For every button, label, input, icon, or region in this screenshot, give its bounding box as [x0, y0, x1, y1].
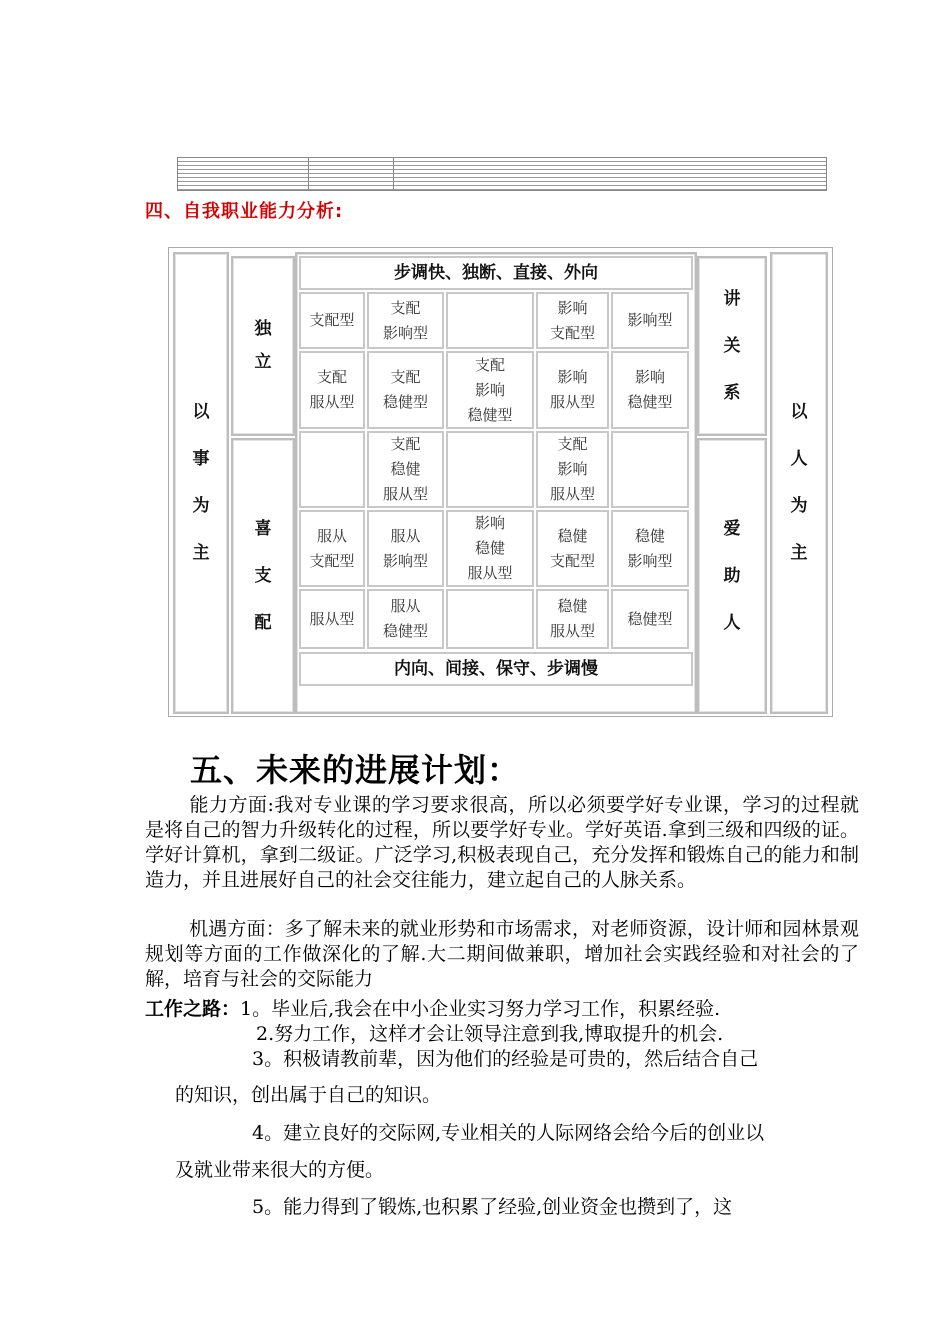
- char: 独: [254, 319, 272, 339]
- work-item-3-cont: 的知识，创出属于自己的知识。: [175, 1084, 442, 1106]
- grid-cell: [611, 431, 689, 508]
- char: 助: [723, 565, 741, 586]
- grid-cell: [446, 431, 534, 508]
- grid-cell: [536, 589, 609, 649]
- section4-heading: 四、自我职业能力分析:: [145, 201, 344, 222]
- grid-cell: [446, 292, 534, 349]
- grid-cell: [367, 510, 444, 587]
- work-item-4: 4。建立良好的交际网,专业相关的人际网络会给今后的创业以: [252, 1122, 765, 1144]
- cell-text: 服从型: [467, 564, 513, 582]
- grid-cell: [367, 351, 444, 429]
- work-item-3: 3。积极请教前辈，因为他们的经验是可贵的，然后结合自己: [252, 1048, 759, 1070]
- cell-text: 稳健型: [627, 609, 673, 628]
- cell-text: 支配型: [549, 551, 595, 570]
- cell-text: 稳健型: [627, 393, 673, 411]
- left-bottom-label: [231, 438, 295, 714]
- cell-text: 稳健: [557, 597, 588, 615]
- cell-text: 影响型: [382, 323, 428, 342]
- cell-text: 稳健型: [467, 405, 513, 424]
- char: 关: [723, 335, 741, 356]
- cell-text: 服从型: [382, 485, 428, 503]
- char: 立: [254, 352, 272, 372]
- right-outer-label: [770, 252, 828, 714]
- char: 讲: [723, 288, 741, 309]
- paragraph-opportunity: [145, 917, 859, 992]
- paragraph-text: 能力方面:我对专业课的学习要求很高，所以必须要学好专业课，学习的过程就是将自己的智力升级转化的过程，所以要学好专业。学好英语.拿到三级和四级的证。学好计算机，拿到二级证。广泛学习,积极表现自己，充分发挥和锻炼自己的能力和制造力，并且进展好自己的社会交往能力，建立起自己的人脉关系。: [145, 794, 859, 891]
- cell-text: 支配: [390, 368, 421, 386]
- char: 为: [790, 496, 808, 516]
- grid-cell: [536, 431, 609, 508]
- cell-text: 影响: [474, 380, 505, 399]
- char: 主: [790, 543, 808, 563]
- grid-cell: [299, 510, 365, 587]
- cell-text: 支配型: [549, 323, 595, 342]
- work-item-5: 5。能力得到了锻炼,也积累了经验,创业资金也攒到了，这: [252, 1196, 733, 1218]
- table-divider: [393, 158, 394, 190]
- grid-cell: [367, 431, 444, 508]
- cell-text: 服从型: [549, 393, 595, 411]
- grid-cell: [367, 589, 444, 649]
- char: 支: [254, 565, 272, 586]
- cell-text: 支配: [390, 435, 421, 453]
- work-label: 工作之路：: [145, 998, 241, 1020]
- cell-text: 服从型: [309, 609, 355, 628]
- cell-text: 支配型: [309, 311, 355, 329]
- grid-cell: [446, 589, 534, 649]
- cell-text: 支配: [390, 298, 421, 317]
- char: 为: [192, 496, 210, 516]
- work-text: 1。毕业后,我会在中小企业实习努力学习工作，积累经验.: [240, 998, 721, 1020]
- char: 以: [790, 402, 808, 422]
- cell-text: 稳健: [634, 526, 665, 545]
- paragraph-ability: [145, 793, 859, 893]
- cell-text: 服从: [390, 526, 421, 545]
- top-header: 步调快、独断、直接、外向: [299, 256, 693, 290]
- cell-text: 服从型: [549, 622, 595, 640]
- char: 爱: [723, 518, 741, 539]
- char: 喜: [254, 518, 272, 539]
- char: 人: [790, 449, 808, 469]
- cell-text: 服从: [390, 597, 421, 615]
- grid-cell: [299, 292, 365, 349]
- grid-cell: [299, 431, 365, 508]
- cell-text: 支配型: [309, 551, 355, 570]
- work-item-2: 2.努力工作，这样才会让领导注意到我,博取提升的机会.: [256, 1023, 724, 1045]
- cell-text: 服从: [316, 526, 347, 545]
- cell-text: 影响: [557, 298, 588, 317]
- cell-text: 影响: [557, 460, 588, 478]
- grid-cell: [611, 510, 689, 587]
- grid-cell: [299, 351, 365, 429]
- char: 主: [192, 543, 210, 563]
- grid-cell: [446, 510, 534, 587]
- section5-heading: 五、未来的进展计划：: [190, 751, 521, 789]
- paragraph-text: 机遇方面：多了解未来的就业形势和市场需求，对老师资源，设计师和园林景观规划等方面的工作做深化的了解.大二期间做兼职，增加社会实践经验和对社会的了解，培育与社会的交际能力: [145, 918, 859, 990]
- char: 系: [723, 382, 741, 403]
- decorative-table: [177, 157, 827, 191]
- cell-text: 影响: [634, 368, 665, 386]
- grid-cell: [367, 292, 444, 349]
- char: 事: [192, 449, 210, 469]
- grid-cell: [611, 292, 689, 349]
- right-top-label: [697, 256, 767, 436]
- cell-text: 稳健: [390, 460, 421, 478]
- cell-text: 影响型: [627, 311, 673, 329]
- work-item-4-cont: 及就业带来很大的方便。: [175, 1159, 385, 1181]
- char: 人: [723, 612, 741, 633]
- cell-text: 影响: [557, 368, 588, 386]
- left-outer-label: [173, 252, 229, 714]
- bottom-header: 内向、间接、保守、步调慢: [299, 652, 693, 686]
- cell-text: 影响型: [382, 551, 428, 570]
- cell-text: 影响: [474, 514, 505, 532]
- grid-cell: [536, 351, 609, 429]
- cell-text: 服从型: [549, 485, 595, 503]
- cell-text: 影响型: [627, 551, 673, 570]
- grid-cell: [536, 292, 609, 349]
- char: 以: [192, 402, 210, 422]
- table-divider: [308, 158, 309, 190]
- cell-text: 支配: [557, 435, 588, 453]
- cell-text: 稳健型: [382, 393, 428, 411]
- right-bottom-label: [697, 438, 767, 714]
- grid-cell: [611, 589, 689, 649]
- work-item-1: [145, 994, 720, 1021]
- grid-cell: [446, 351, 534, 429]
- cell-text: 稳健: [557, 526, 588, 545]
- grid-cell: [536, 510, 609, 587]
- cell-text: 支配: [474, 355, 505, 374]
- cell-text: 支配: [316, 368, 347, 386]
- grid-cell: [611, 351, 689, 429]
- cell-text: 稳健型: [382, 622, 428, 640]
- grid-cell: [299, 589, 365, 649]
- personality-grid: [168, 247, 833, 717]
- cell-text: 稳健: [474, 539, 505, 557]
- left-top-label: [231, 256, 295, 436]
- char: 配: [254, 612, 272, 633]
- cell-text: 服从型: [309, 393, 355, 411]
